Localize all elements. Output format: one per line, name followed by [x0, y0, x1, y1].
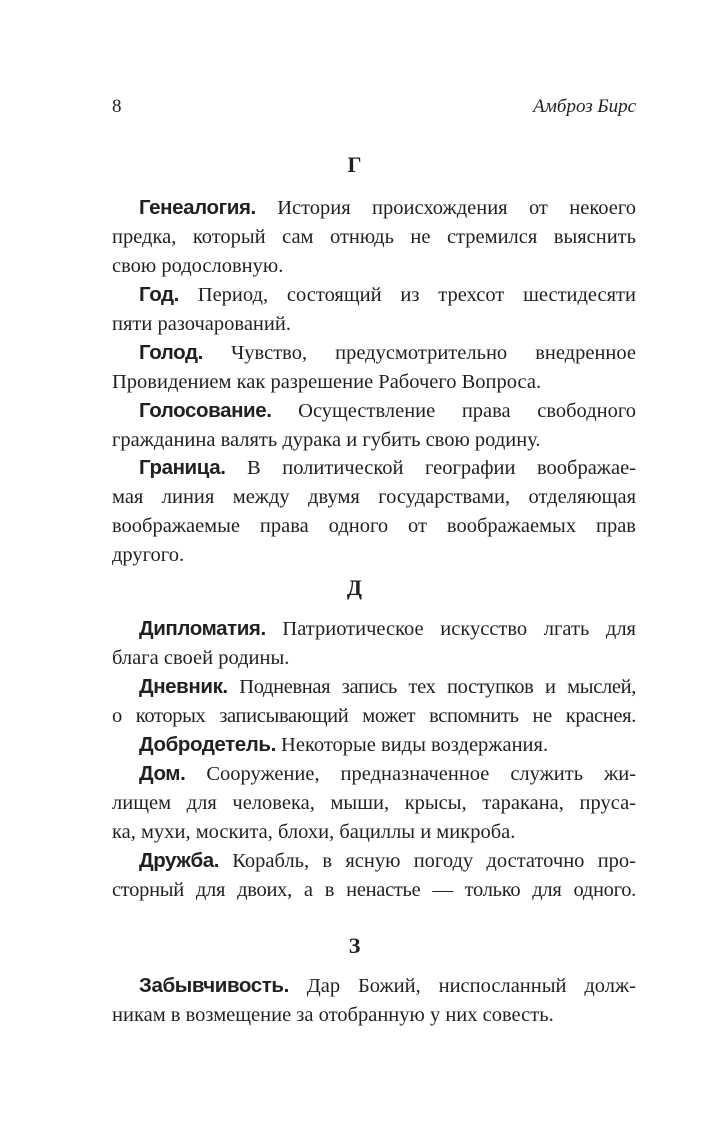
dictionary-entry: Дипломатия. Патриотическое искусство лгать для блага своей родины. [112, 617, 636, 669]
dictionary-entry: Добродетель. Некоторые виды воздержания. [139, 733, 549, 756]
dictionary-entry: Дневник. Подневная запись тех поступков и мыслей, о которых записывающий может вспомнить не краснея. [112, 675, 636, 727]
dictionary-entry: Голод. Чувство, предусмотрительно внедренное Провидением как разрешение Рабочего Вопроса. [112, 341, 636, 393]
section-letter: Г [347, 152, 362, 177]
entry-term: Год. [139, 283, 179, 306]
entry-term: Голосование. [139, 399, 272, 422]
entry-term: Голод. [139, 341, 203, 364]
dictionary-entry: Генеалогия. История происхождения от некоего предка, который сам отнюдь не стремился выяснить свою родословную. [112, 196, 636, 277]
entry-term: Дружба. [139, 849, 220, 872]
dictionary-entry: Дружба. Корабль, в ясную погоду достаточно про- сторный для двоих, а в ненастье — только для одного. [112, 849, 636, 901]
entry-term: Генеалогия. [139, 196, 256, 219]
page-number: 8 [112, 96, 122, 117]
entry-term: Добродетель. [139, 733, 276, 756]
dictionary-entry: Граница. В политической географии воображае- мая линия между двумя государствами, отделяющая воображаемые права одного от воображаемых прав другого. [112, 456, 636, 566]
dictionary-entry: Голосование. Осуществление права свободного гражданина валять дурака и губить свою родину. [112, 399, 636, 451]
entry-term: Граница. [139, 456, 226, 479]
running-head: Амброз Бирс [533, 96, 636, 117]
dictionary-entry: Дом. Сооружение, предназначенное служить жи- лищем для человека, мыши, крысы, таракана, пруса- ка, мухи, москита, блохи, бациллы и микроба. [112, 762, 636, 843]
entry-term: Дом. [139, 762, 186, 785]
entry-term: Дневник. [139, 675, 228, 698]
section-letter: Д [346, 575, 363, 600]
dictionary-entry: Забывчивость. Дар Божий, ниспосланный долж- никам в возмещение за отобранную у них совесть. [112, 974, 636, 1026]
dictionary-entry: Год. Период, состоящий из трехсот шестидесяти пяти разочарований. [112, 283, 636, 335]
section-letter: З [348, 933, 361, 958]
entry-term: Забывчивость. [139, 974, 289, 997]
entry-term: Дипломатия. [139, 617, 266, 640]
